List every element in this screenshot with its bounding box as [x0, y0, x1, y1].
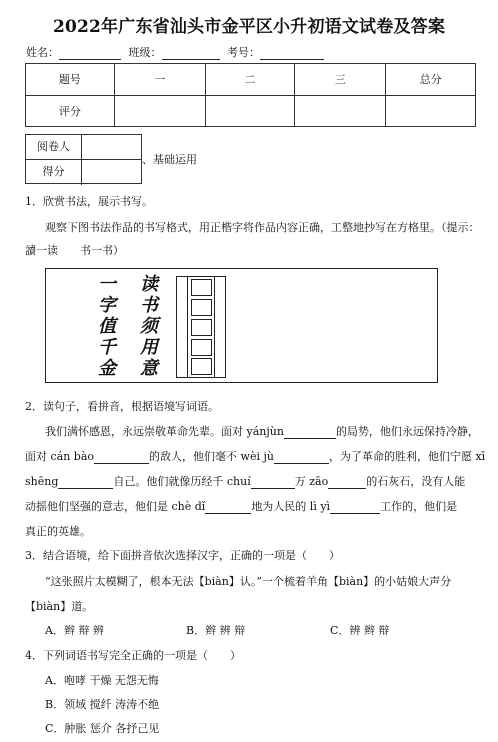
writing-grid — [176, 276, 226, 378]
question-2-line — [45, 423, 479, 439]
question-3-option-b[interactable]: B．辫 辨 辩 — [186, 624, 246, 637]
calligraphy-char: 书 — [140, 295, 158, 316]
text-span: 地为人民的 lì yì — [251, 500, 331, 513]
question-2-line: 真正的英雄。 — [25, 525, 91, 538]
header-cell: 题号 — [26, 64, 115, 96]
writing-cell[interactable] — [191, 339, 212, 356]
question-4-option-b[interactable]: B．领域 搅纤 涛涛不绝 — [45, 698, 160, 711]
question-2-line — [25, 473, 465, 489]
grader-row — [26, 135, 141, 160]
writing-cell[interactable] — [191, 319, 212, 336]
question-4-option-a[interactable]: A．咆哮 干燥 无怨无悔 — [45, 674, 159, 687]
question-1-hint: 讀一读 书一书） — [25, 244, 124, 257]
calligraphy-char: 用 — [140, 337, 158, 358]
writing-cell[interactable] — [191, 279, 212, 296]
score-table — [25, 63, 476, 127]
answer-blank[interactable] — [205, 502, 251, 514]
header-cell: 一 — [114, 64, 205, 96]
calligraphy-char: 字 — [98, 295, 116, 316]
question-3-option-c[interactable]: C．辨 辫 辩 — [330, 624, 390, 637]
calligraphy-column-right — [132, 274, 166, 379]
answer-blank[interactable] — [274, 452, 329, 464]
header-cell: 三 — [295, 64, 386, 96]
score-cell[interactable] — [114, 95, 205, 127]
score-cell[interactable] — [205, 95, 295, 127]
question-1-instruction: 观察下图书法作品的书写格式，用正楷字将作品内容正确，工整地抄写在方格里。（提示： — [45, 221, 480, 234]
grader-row — [26, 160, 141, 185]
text-span: shēng — [25, 475, 59, 488]
reviewer-label: 阅卷人 — [26, 135, 82, 160]
calligraphy-char: 一 — [98, 274, 116, 295]
answer-blank[interactable] — [330, 502, 380, 514]
student-info-line — [26, 44, 324, 60]
row-label-cell: 评分 — [26, 95, 115, 127]
question-2-line — [25, 448, 485, 464]
calligraphy-figure — [45, 268, 438, 383]
name-blank[interactable] — [59, 48, 121, 60]
name-label: 姓名： — [26, 46, 59, 59]
score-cell[interactable] — [295, 95, 386, 127]
calligraphy-char: 意 — [140, 358, 158, 379]
score-table-row — [26, 95, 476, 127]
calligraphy-text — [86, 274, 170, 379]
text-span: ，为了革命的胜利，他们宁愿 xī — [328, 450, 486, 463]
question-4-title: 4．下列词语书写完全正确的一项是（ ） — [25, 649, 241, 662]
grader-box — [25, 134, 142, 184]
text-span: 自己。他们就像历经千 chuí — [113, 475, 251, 488]
header-cell: 总分 — [386, 64, 476, 96]
text-span: 动摇他们坚强的意志，他们是 chè dǐ — [25, 500, 206, 513]
score-cell[interactable] — [386, 95, 476, 127]
text-span: 面对 cán bào — [25, 450, 95, 463]
text-span: 的敌人，他们毫不 wèi jù — [149, 450, 274, 463]
exam-number-blank[interactable] — [260, 48, 324, 60]
question-2-title: 2．读句子，看拼音，根据语境写词语。 — [25, 400, 219, 413]
question-3-stem: 【biàn】道。 — [25, 600, 94, 613]
calligraphy-char: 值 — [98, 316, 116, 337]
question-3-stem: “这张照片太模糊了，根本无法【biàn】认。”一个梳着羊角【biàn】的小姑娘大声分 — [45, 575, 452, 588]
calligraphy-char: 金 — [98, 358, 116, 379]
page-title: 2022年广东省汕头市金平区小升初语文试卷及答案 — [52, 17, 446, 37]
header-cell: 二 — [205, 64, 295, 96]
calligraphy-column-left — [90, 274, 124, 379]
calligraphy-char: 须 — [140, 316, 158, 337]
score-label: 得分 — [26, 160, 82, 185]
text-span: 我们满怀感恩，永远崇敬革命先辈。面对 yánjùn — [45, 425, 284, 438]
answer-blank[interactable] — [328, 477, 366, 489]
question-4-option-c[interactable]: C．肿胀 惩介 各抒己见 — [45, 722, 160, 735]
text-span: 的局势，他们永远保持冷静， — [335, 425, 479, 438]
section-heading: 、基础运用 — [142, 153, 197, 166]
answer-blank[interactable] — [251, 477, 295, 489]
text-span: 工作的，他们是 — [380, 500, 458, 513]
writing-grid-column — [187, 277, 215, 377]
question-3-option-a[interactable]: A．辫 辩 辨 — [45, 624, 104, 637]
answer-blank[interactable] — [94, 452, 149, 464]
question-2-line — [25, 498, 457, 514]
question-3-title: 3．结合语境，给下面拼音依次选择汉字，正确的一项是（ ） — [25, 549, 340, 562]
writing-cell[interactable] — [191, 358, 212, 375]
answer-blank[interactable] — [58, 477, 113, 489]
score-table-header-row — [26, 64, 476, 96]
writing-cell[interactable] — [191, 299, 212, 316]
class-label: 班级： — [128, 46, 162, 59]
answer-blank[interactable] — [284, 427, 336, 439]
text-span: 的石灰石，没有人能 — [366, 475, 466, 488]
class-blank[interactable] — [162, 48, 220, 60]
exam-number-label: 考号： — [227, 46, 260, 59]
text-span: 万 zāo — [294, 475, 329, 488]
calligraphy-char: 读 — [140, 274, 158, 295]
question-1-title: 1．欣赏书法，展示书写。 — [25, 195, 153, 208]
calligraphy-char: 千 — [98, 337, 116, 358]
